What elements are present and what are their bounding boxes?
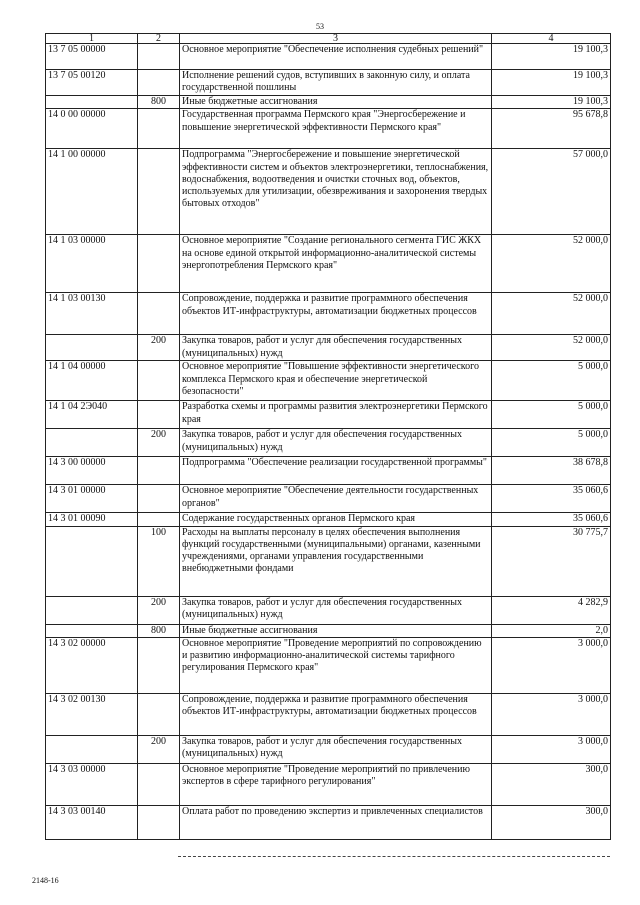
row-amount-cell: 52 000,0	[492, 335, 611, 361]
row-name-cell: Подпрограмма "Энергосбережение и повышение энергетической эффективности систем и объектов электроэнергетики, теплоснабжения, водоснабжения, водоотведения и очистки сточных вод, объектов, используемых для утилизации, обезвреживания и захоронения твердых бытовых отходов"	[180, 149, 492, 235]
row-amount-cell: 300,0	[492, 763, 611, 805]
table-row	[46, 149, 611, 235]
row-name-cell: Основное мероприятие "Обеспечение исполнения судебных решений"	[180, 44, 492, 70]
row-code-cell	[46, 429, 138, 457]
row-code-cell	[46, 596, 138, 624]
row-amount-cell: 3 000,0	[492, 693, 611, 735]
table-row	[46, 235, 611, 293]
table-row	[46, 96, 611, 109]
row-code-cell: 14 3 03 00000	[46, 763, 138, 805]
table-row	[46, 693, 611, 735]
row-name-cell: Разработка схемы и программы развития электроэнергетики Пермского края	[180, 401, 492, 429]
table-row	[46, 109, 611, 149]
document-code: 2148-16	[32, 876, 59, 885]
row-code-cell: 14 3 02 00130	[46, 693, 138, 735]
row-name-cell: Оплата работ по проведению экспертиз и привлеченных специалистов	[180, 805, 492, 839]
row-code-cell: 14 3 00 00000	[46, 457, 138, 485]
row-name-cell: Основное мероприятие "Проведение мероприятий по сопровождению и развитию информационно-аналитической системы тарифного регулирования Пермского края"	[180, 637, 492, 693]
row-amount-cell: 19 100,3	[492, 70, 611, 96]
row-type-cell	[138, 457, 180, 485]
table-row	[46, 485, 611, 513]
table-row	[46, 361, 611, 401]
row-type-cell: 200	[138, 335, 180, 361]
row-amount-cell: 19 100,3	[492, 96, 611, 109]
row-code-cell: 14 1 04 00000	[46, 361, 138, 401]
row-type-cell	[138, 109, 180, 149]
row-type-cell	[138, 149, 180, 235]
row-name-cell: Расходы на выплаты персоналу в целях обеспечения выполнения функций государственными (муниципальными) органами, казенными учреждениями, органами управления государственными внебюджетными фондами	[180, 526, 492, 596]
table-row	[46, 513, 611, 526]
row-name-cell: Иные бюджетные ассигнования	[180, 624, 492, 637]
row-amount-cell: 3 000,0	[492, 637, 611, 693]
row-name-cell: Государственная программа Пермского края "Энергосбережение и повышение энергетической эффективности Пермского края"	[180, 109, 492, 149]
row-code-cell	[46, 735, 138, 763]
row-name-cell: Основное мероприятие "Создание регионального сегмента ГИС ЖКХ на основе единой открытой информационно-аналитической системы энергопотребления Пермского края"	[180, 235, 492, 293]
table-row	[46, 44, 611, 70]
row-type-cell: 800	[138, 624, 180, 637]
row-name-cell: Основное мероприятие "Обеспечение деятельности государственных органов"	[180, 485, 492, 513]
row-amount-cell: 300,0	[492, 805, 611, 839]
row-name-cell: Иные бюджетные ассигнования	[180, 96, 492, 109]
row-code-cell	[46, 624, 138, 637]
row-amount-cell: 5 000,0	[492, 429, 611, 457]
row-code-cell: 14 1 03 00000	[46, 235, 138, 293]
row-amount-cell: 5 000,0	[492, 361, 611, 401]
row-type-cell	[138, 235, 180, 293]
row-amount-cell: 4 282,9	[492, 596, 611, 624]
table-row	[46, 335, 611, 361]
row-amount-cell: 5 000,0	[492, 401, 611, 429]
row-type-cell	[138, 637, 180, 693]
row-amount-cell: 2,0	[492, 624, 611, 637]
row-amount-cell: 57 000,0	[492, 149, 611, 235]
table-row	[46, 596, 611, 624]
page-number: 53	[316, 22, 324, 31]
row-code-cell: 14 3 01 00090	[46, 513, 138, 526]
row-name-cell: Сопровождение, поддержка и развитие программного обеспечения объектов ИТ-инфраструктуры, автоматизации бюджетных процессов	[180, 693, 492, 735]
row-code-cell: 14 0 00 00000	[46, 109, 138, 149]
row-amount-cell: 3 000,0	[492, 735, 611, 763]
row-name-cell: Закупка товаров, работ и услуг для обеспечения государственных (муниципальных) нужд	[180, 735, 492, 763]
row-amount-cell: 35 060,6	[492, 513, 611, 526]
row-type-cell	[138, 693, 180, 735]
row-code-cell: 14 1 03 00130	[46, 293, 138, 335]
row-amount-cell: 30 775,7	[492, 526, 611, 596]
row-code-cell: 14 3 02 00000	[46, 637, 138, 693]
row-name-cell: Исполнение решений судов, вступивших в законную силу, и оплата государственной пошлины	[180, 70, 492, 96]
table-row	[46, 429, 611, 457]
row-type-cell: 200	[138, 735, 180, 763]
bottom-rule	[178, 856, 610, 857]
row-code-cell: 14 3 01 00000	[46, 485, 138, 513]
table-row	[46, 70, 611, 96]
row-name-cell: Содержание государственных органов Пермского края	[180, 513, 492, 526]
row-code-cell: 14 1 00 00000	[46, 149, 138, 235]
table-row	[46, 637, 611, 693]
row-code-cell	[46, 335, 138, 361]
table-header-row	[46, 34, 611, 44]
row-type-cell	[138, 293, 180, 335]
row-amount-cell: 52 000,0	[492, 293, 611, 335]
row-type-cell	[138, 401, 180, 429]
row-code-cell	[46, 96, 138, 109]
column-header-3: 3	[180, 34, 492, 44]
row-type-cell: 200	[138, 429, 180, 457]
table-row	[46, 526, 611, 596]
budget-table	[45, 33, 611, 840]
row-type-cell	[138, 805, 180, 839]
row-code-cell: 14 1 04 2Э040	[46, 401, 138, 429]
row-type-cell	[138, 485, 180, 513]
row-type-cell	[138, 361, 180, 401]
row-code-cell: 13 7 05 00120	[46, 70, 138, 96]
row-type-cell	[138, 763, 180, 805]
row-type-cell	[138, 44, 180, 70]
row-type-cell: 800	[138, 96, 180, 109]
row-code-cell: 13 7 05 00000	[46, 44, 138, 70]
row-type-cell: 100	[138, 526, 180, 596]
row-name-cell: Закупка товаров, работ и услуг для обеспечения государственных (муниципальных) нужд	[180, 429, 492, 457]
row-name-cell: Сопровождение, поддержка и развитие программного обеспечения объектов ИТ-инфраструктуры, автоматизации бюджетных процессов	[180, 293, 492, 335]
row-code-cell	[46, 526, 138, 596]
table-row	[46, 735, 611, 763]
table-row	[46, 401, 611, 429]
table-row	[46, 457, 611, 485]
row-amount-cell: 35 060,6	[492, 485, 611, 513]
column-header-4: 4	[492, 34, 611, 44]
row-amount-cell: 52 000,0	[492, 235, 611, 293]
row-type-cell	[138, 70, 180, 96]
table-row	[46, 763, 611, 805]
row-name-cell: Основное мероприятие "Проведение мероприятий по привлечению экспертов в сфере тарифного регулирования"	[180, 763, 492, 805]
column-header-1: 1	[46, 34, 138, 44]
row-name-cell: Подпрограмма "Обеспечение реализации государственной программы"	[180, 457, 492, 485]
table-row	[46, 293, 611, 335]
row-amount-cell: 19 100,3	[492, 44, 611, 70]
column-header-2: 2	[138, 34, 180, 44]
table-row	[46, 805, 611, 839]
table-row	[46, 624, 611, 637]
row-amount-cell: 38 678,8	[492, 457, 611, 485]
row-type-cell	[138, 513, 180, 526]
row-name-cell: Закупка товаров, работ и услуг для обеспечения государственных (муниципальных) нужд	[180, 335, 492, 361]
row-code-cell: 14 3 03 00140	[46, 805, 138, 839]
row-type-cell: 200	[138, 596, 180, 624]
row-amount-cell: 95 678,8	[492, 109, 611, 149]
row-name-cell: Закупка товаров, работ и услуг для обеспечения государственных (муниципальных) нужд	[180, 596, 492, 624]
row-name-cell: Основное мероприятие "Повышение эффективности энергетического комплекса Пермского края и обеспечение энергетической безопасности"	[180, 361, 492, 401]
